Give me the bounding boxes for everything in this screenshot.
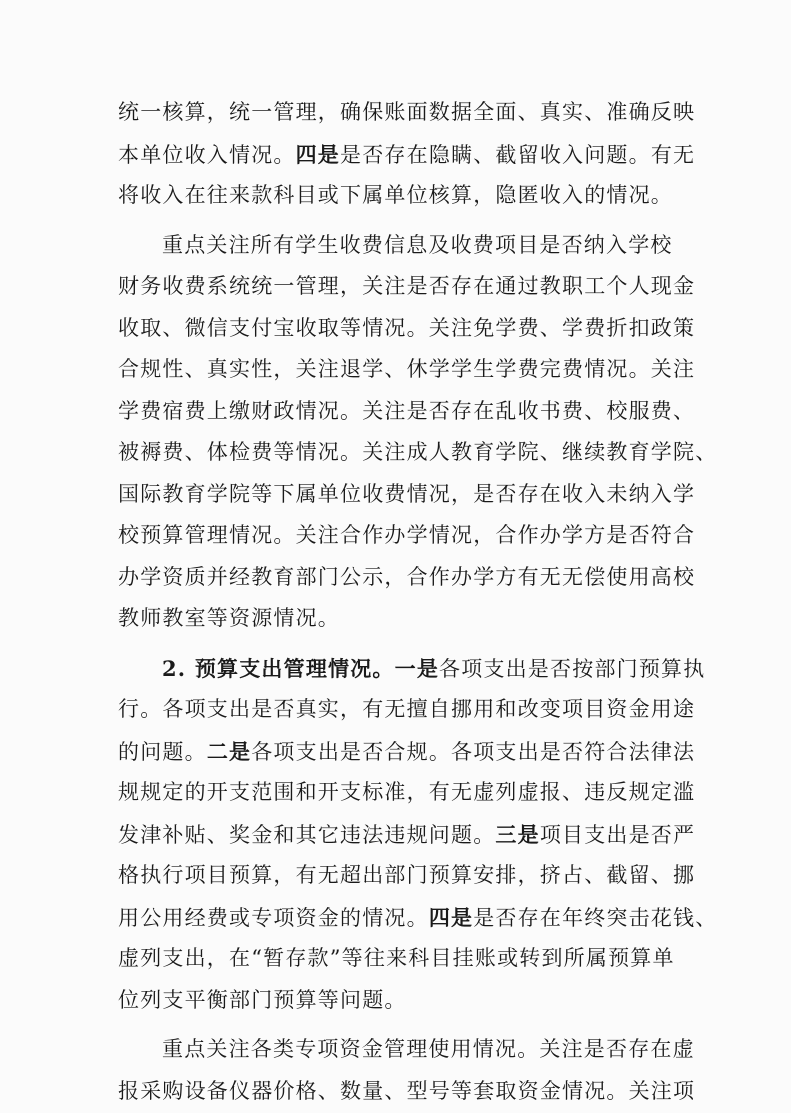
text-line: 位列支平衡部门预算等问题。 xyxy=(118,987,407,1012)
text-line: 财务收费系统统一管理，关注是否存在通过教职工个人现金 xyxy=(118,274,696,298)
text-line xyxy=(118,731,696,773)
text-segment: 的问题。 xyxy=(118,739,207,764)
paragraph-gap xyxy=(118,1021,678,1029)
text-line xyxy=(118,814,696,856)
text-segment: 各项支出是否合规。各项支出是否符合法律法 xyxy=(251,739,696,764)
bold-text-segment: 二是 xyxy=(206,738,252,764)
bold-text-segment: 2. 预算支出管理情况。一是 xyxy=(162,655,440,681)
bold-text-segment: 四是 xyxy=(295,141,341,167)
text-line: 行。各项支出是否真实，有无擅自挪用和改变项目资金用途 xyxy=(118,697,696,721)
text-line: 国际教育学院等下属单位收费情况，是否存在收入未纳入学 xyxy=(118,481,696,506)
text-line: 学费宿费上缴财政情况。关注是否存在乱收书费、校服费、 xyxy=(118,398,696,423)
text-segment: 用公用经费或专项资金的情况。 xyxy=(118,905,429,930)
text-line: 被褥费、体检费等情况。关注成人教育学院、继续教育学院、 xyxy=(118,440,718,464)
text-line: 校预算管理情况。关注合作办学情况，合作办学方是否符合 xyxy=(118,523,696,547)
text-line: 规规定的开支范围和开支标准，有无虚列虚报、违反规定滥 xyxy=(118,780,696,804)
text-segment: 是否存在年终突击花钱、 xyxy=(473,905,718,930)
paragraph-gap xyxy=(118,640,678,648)
text-line: 格执行项目预算，有无超出部门预算安排，挤占、截留、挪 xyxy=(118,863,696,887)
text-line: 重点关注各类专项资金管理使用情况。关注是否存在虚 xyxy=(162,1037,695,1061)
text-segment: 各项支出是否按部门预算执 xyxy=(439,656,706,681)
text-segment: 发津补贴、奖金和其它违法违规问题。 xyxy=(118,822,496,847)
text-line: 办学资质并经教育部门公示，合作办学方有无无偿使用高校 xyxy=(118,564,696,589)
paragraph-gap xyxy=(118,217,678,225)
text-segment: 本单位收入情况。 xyxy=(118,142,296,167)
text-line xyxy=(118,134,696,176)
document-body xyxy=(118,92,718,1112)
text-line: 虚列支出，在“暂存款”等往来科目挂账或转到所属预算单 xyxy=(118,946,675,970)
text-line: 教师教室等资源情况。 xyxy=(118,606,340,630)
bold-text-segment: 四是 xyxy=(428,904,474,930)
text-line xyxy=(118,648,706,690)
text-segment: 项目支出是否严 xyxy=(539,822,696,847)
text-line xyxy=(118,897,718,939)
text-line: 重点关注所有学生收费信息及收费项目是否纳入学校 xyxy=(162,232,673,257)
text-segment: 是否存在隐瞒、截留收入问题。有无 xyxy=(340,142,696,167)
text-line: 收取、微信支付宝收取等情况。关注免学费、学费折扣政策 xyxy=(118,315,696,340)
bold-text-segment: 三是 xyxy=(495,821,540,847)
text-line: 合规性、真实性，关注退学、休学学生学费完费情况。关注 xyxy=(118,357,696,381)
text-line: 将收入在往来款科目或下属单位核算，隐匿收入的情况。 xyxy=(118,183,673,207)
text-line: 统一核算，统一管理，确保账面数据全面、真实、准确反映 xyxy=(118,100,696,124)
text-line: 报采购设备仪器价格、数量、型号等套取资金情况。关注项 xyxy=(118,1078,696,1103)
